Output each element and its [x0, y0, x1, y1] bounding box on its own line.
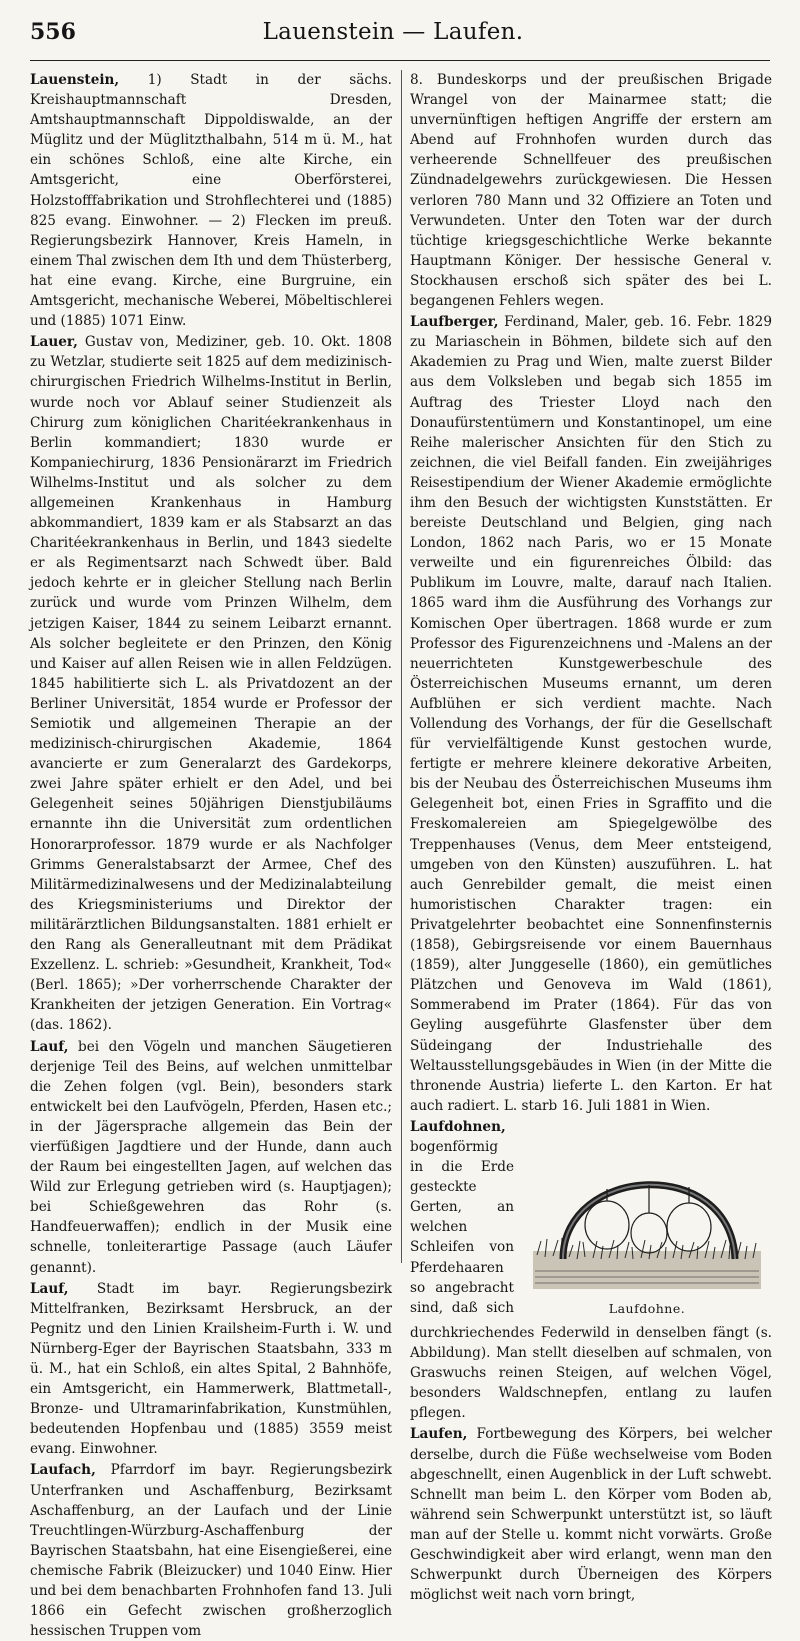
page-header [30, 12, 770, 52]
entry-keyword: Laufen, [410, 1426, 468, 1443]
entry-text: 1) Stadt in der sächs. Kreishauptmannschaft Dresden, Amtshauptmannschaft Dippoldiswalde, an der Müglitz und der Müglitzthalbahn, 514 m ü. M., hat ein schönes Schloß, eine alte Kirche, ein Amtsgericht, eine Oberförsterei, Holzstofffabrikation und Strohflechterei und (1885) 825 evang. Einwohner. — 2) Flecken im preuß. Regierungsbezirk Hannover, Kreis Hameln, in einem Thal zwischen dem Ith und dem Thüsterberg, hat eine evang. Kirche, eine Burgruine, ein Amtsgericht, mechanische Weberei, Möbeltischlerei und (1885) 1071 Einw. [30, 72, 392, 330]
entry-laufach [30, 1460, 392, 1641]
entry-text: Pfarrdorf im bayr. Regierungsbezirk Unterfranken und Aschaffenburg, Bezirksamt Aschaffenburg, an der Laufach und der Linie Treuchtlingen-Würzburg-Aschaffenburg der Bayrischen Staatsbahn, hat eine Eisengießerei, eine chemische Fabrik (Bleizucker) und 1040 Einw. Hier und bei dem benachbarten Frohnhofen fand 13. Juli 1866 ein Gefecht zwischen großherzoglich hessischen Truppen vom [30, 1462, 392, 1640]
page-number: 556 [30, 19, 76, 45]
right-column [410, 70, 772, 1604]
entry-lauf-town [30, 1279, 392, 1460]
entry-laufen [410, 1424, 772, 1605]
figure-caption: Laufdohne. [608, 1300, 686, 1316]
entry-text: 8. Bundeskorps und der preußischen Brigade Wrangel von der Mainarmee statt; die unvernünftigen heftigen Angriffe der erstern am Abend auf Frohnhofen wurden durch das verheerende Schnellfeuer des preußischen Zündnadelgewehrs zurückgewiesen. Die Hessen verloren 780 Mann und 32 Offiziere an Toten und Verwundeten. Unter den Toten war der durch tüchtige kriegsgeschichtliche Werke bekannte Hauptmann Königer. Der hessische General v. Stockhausen erschoß sich später des bei L. begangenen Fehlers wegen. [410, 72, 772, 310]
entry-text: Fortbewegung des Körpers, bei welcher derselbe, durch die Füße wechselweise vom Boden abgeschnellt, einen Augenblick in der Luft schwebt. Schnellt man beim L. den Körper vom Boden ab, während sein Schwerpunkt unterstützt ist, so läuft man auf der Stelle u. kommt nicht vorwärts. Große Geschwindigkeit aber wird erlangt, wenn man den Schwerpunkt durch Überneigen des Körpers möglichst weit nach vorn bringt, [410, 1426, 772, 1604]
entry-text: bogenförmig in die Erde gesteckte Gerten, an welchen Schleifen von Pferdehaaren so angebracht sind, daß sich durchkriechendes Federwild in denselben fängt (s. Abbildung). Man stellt dieselben auf schmalen, von Graswuchs reinen Steigen, auf welchen Vögel, besonders Waldschnepfen, entlang zu laufen pflegen. [410, 1138, 772, 1422]
entry-text: bei den Vögeln und manchen Säugetieren derjenige Teil des Beins, auf welchen unmittelbar die Zehen folgen (vgl. Bein), besonders stark entwickelt bei den Laufvögeln, Pferden, Hasen etc.; in der Jägersprache allgemein das Bein der vierfüßigen Jagdtiere und der Hunde, dann auch der Raum bei eingestellten Jagen, auf welchen das Wild zur Erlegung getrieben wird (s. Hauptjagen); bei Schießgewehren das Rohr (s. Handfeuerwaffen); endlich in der Musik eine schnelle, tonleiterartige Passage (auch Läufer genannt). [30, 1038, 392, 1276]
entry-lauf-anatomy [30, 1037, 392, 1278]
laufdohne-figure [522, 1125, 772, 1319]
entry-keyword: Lauf, [30, 1038, 69, 1055]
left-column [30, 70, 392, 1640]
entry-laufdohnen [410, 1117, 772, 1424]
entry-keyword: Lauer, [30, 334, 78, 351]
entry-keyword: Laufberger, [410, 314, 499, 331]
entry-text: Ferdinand, Maler, geb. 16. Febr. 1829 zu Mariaschein in Böhmen, bildete sich auf den Akademien zu Prag und Wien, malte zuerst Bilder aus dem Volksleben und begab sich 1855 im Auftrag des Triester Lloyd nach den Donaufürstentümern und Konstantinopel, um eine Reihe malerischer Ansichten für den Stich zu zeichnen, die viel Beifall fanden. Ein zweijähriges Reisestipendium der Wiener Akademie ermöglichte ihm den Besuch der wichtigsten Kunststätten. Er bereiste Deutschland und Belgien, ging nach London, 1862 nach Paris, wo er 15 Monate verweilte und ein figurenreiches Ölbild: das Publikum im Louvre, malte, darauf nach Italien. 1865 ward ihm die Ausführung des Vorhangs zur Komischen Oper übertragen. 1868 wurde er zum Professor des Figurenzeichnens und -Malens an der neuerrichteten Kunstgewerbeschule des Österreichischen Museums ernannt, um deren Aufblühen er sich verdient machte. Nach Vollendung des Vorhangs, der für die Gesellschaft für vervielfältigende Kunst gestochen wurde, fertigte er mehrere kleinere dekorative Arbeiten, bis der Neubau des Österreichischen Museums ihm Gelegenheit bot, einen Fries in Sgraffito und die Freskomalereien am Spiegelgewölbe des Treppenhauses (Venus, dem Meer entsteigend, umgeben von den Künsten) auszuführen. L. hat auch Genrebilder gemalt, die meist einen humoristischen Charakter tragen: ein Privatgelehrter beobachtet eine Sonnenfinsternis (1858), Gebirgsreisende vor einem Bauernhaus (1859), alter Junggeselle (1860), ein gemütliches Plätzchen und Genoveva im Wald (1861), Sommerabend im Prater (1864). Für das von Geyling ausgeführte Glasfenster über dem Südeingang der Industriehalle des Weltausstellungsgebäudes in Wien (in der Mitte die thronende Austria) lieferte L. den Karton. Er hat auch radiert. L. starb 16. Juli 1881 in Wien. [410, 314, 772, 1114]
entry-keyword: Lauf, [30, 1280, 69, 1297]
entry-text: Stadt im bayr. Regierungsbezirk Mittelfranken, Bezirksamt Hersbruck, an der Pegnitz und den Linien Krailsheim-Furth i. W. und Nürnberg-Eger der Bayrischen Staatsbahn, 333 m ü. M., hat ein Schloß, ein altes Spital, 2 Bahnhöfe, ein Amtsgericht, ein Hammerwerk, Blattmetall-, Bronze- und Ultramarinfabrikation, Kunstmühlen, bedeutenden Hopfenbau und (1885) 3559 meist evang. Einwohner. [30, 1280, 392, 1458]
running-title: Lauenstein — Laufen. [262, 19, 524, 45]
header-rule [30, 60, 770, 61]
entry-keyword: Laufdohnen, [410, 1118, 506, 1135]
entry-lauenstein [30, 70, 392, 331]
entry-keyword: Laufach, [30, 1462, 96, 1479]
entry-text: Gustav von, Mediziner, geb. 10. Okt. 1808 zu Wetzlar, studierte seit 1825 auf dem medizinisch-chirurgischen Friedrich Wilhelms-Institut in Berlin, wurde noch vor Ablauf seiner Studienzeit als Chirurg zum königlichen Charitéekrankenhaus in Berlin kommandiert; 1830 wurde er Kompaniechirurg, 1836 Pensionärarzt im Friedrich Wilhelms-Institut und als solcher zu dem allgemeinen Krankenhaus in Hamburg abkommandiert, 1839 kam er als Stabsarzt an das Charitéekrankenhaus in Berlin, und 1843 siedelte er als Regimentsarzt nach Schwedt über. Bald jedoch kehrte er in gleicher Stellung nach Berlin zurück und wurde vom Prinzen Wilhelm, dem jetzigen Kaiser, 1844 zu seinem Leibarzt ernannt. Als solcher begleitete er den Prinzen, den König und Kaiser auf allen Reisen wie in allen Feldzügen. 1845 habilitierte sich L. als Privatdozent an der Berliner Universität, 1854 wurde er Professor der Semiotik und allgemeinen Therapie an der medizinisch-chirurgischen Akademie, 1864 avancierte er zum Generalarzt des Gardekorps, zwei Jahre später erhielt er den Adel, und bei Gelegenheit seines 50jährigen Dienstjubiläums ernannte ihn die Universität zum ordentlichen Honorarprofessor. 1879 wurde er als Nachfolger Grimms Generalstabsarzt der Armee, Chef des Militärmedizinalwesens und der Medizinalabteilung des Kriegsministeriums und Direktor der militärärztlichen Bildungsanstalten. 1881 erhielt er den Rang als Generalleutnant mit dem Prädikat Exzellenz. L. schrieb: »Gesundheit, Krankheit, Tod« (Berl. 1865); »Der vorherrschende Charakter der Krankheiten der jetzigen Generation. Ein Vortrag« (das. 1862). [30, 334, 392, 1034]
entry-laufach-continued [410, 70, 772, 311]
entry-laufberger [410, 312, 772, 1116]
column-divider [401, 70, 402, 1263]
entry-keyword: Lauenstein, [30, 72, 120, 88]
laufdohne-illustration [527, 1125, 767, 1297]
entry-lauer [30, 332, 392, 1035]
